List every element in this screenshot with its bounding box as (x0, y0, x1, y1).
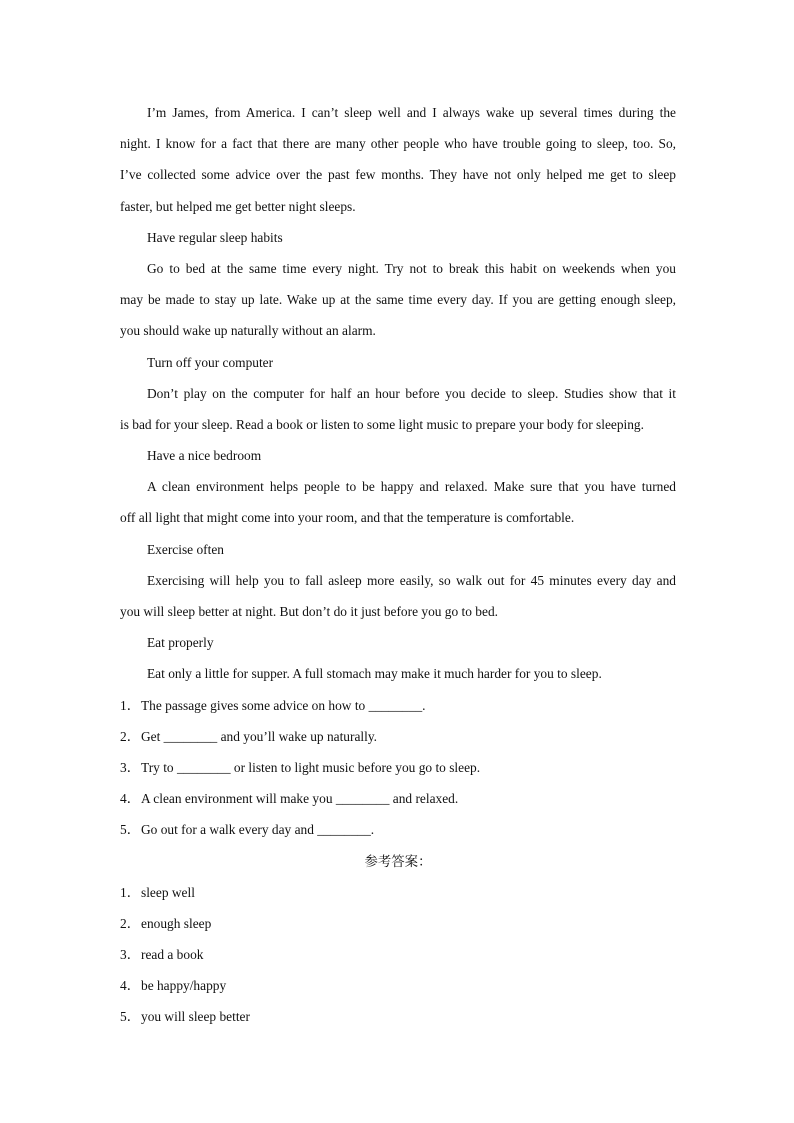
answer-item (120, 970, 676, 1001)
answer-number: 1． (120, 884, 141, 900)
answer-text: read a book (141, 947, 204, 963)
section-sleep-habits (120, 222, 676, 347)
question-number: 5． (120, 822, 141, 838)
question-text: A clean environment will make you ________ and relaxed. (141, 791, 459, 807)
answer-number: 4． (120, 978, 141, 994)
section-line: A clean environment helps people to be happy and relaxed. Make sure that you have turned (147, 479, 676, 495)
intro-line-4: faster, but helped me get better night sleeps. (120, 198, 356, 214)
section-line: Go to bed at the same time every night. Try not to break this habit on weekends when you (147, 260, 676, 276)
section-heading: Have regular sleep habits (147, 229, 283, 245)
question-list (120, 690, 676, 846)
section-computer (120, 347, 676, 441)
section-line: you should wake up naturally without an alarm. (120, 323, 376, 339)
section-line: is bad for your sleep. Read a book or listen to some light music to prepare your body for sleeping. (120, 416, 644, 432)
intro-paragraph (120, 97, 676, 222)
question-item (120, 690, 676, 721)
question-number: 3． (120, 759, 141, 775)
answer-text: you will sleep better (141, 1009, 250, 1025)
answer-item (120, 908, 676, 939)
intro-line-1: I’m James, from America. I can’t sleep well and I always wake up several times during the (147, 105, 676, 120)
section-heading: Have a nice bedroom (147, 448, 262, 464)
section-line: Don’t play on the computer for half an hour before you decide to sleep. Studies show that it (147, 385, 676, 401)
answers-title: 参考答案： (364, 853, 432, 869)
intro-line-2: night. I know for a fact that there are many other people who have trouble going to sleep, too. So, (120, 136, 676, 152)
answer-item (120, 939, 676, 970)
answer-number: 2． (120, 915, 141, 931)
question-item (120, 783, 676, 814)
question-item (120, 752, 676, 783)
answer-text: sleep well (141, 884, 195, 900)
answer-list (120, 877, 676, 1033)
document-page (120, 97, 676, 1033)
section-eat (120, 627, 676, 689)
question-text: Get ________ and you’ll wake up naturally. (141, 728, 378, 744)
question-text: Go out for a walk every day and ________. (141, 822, 375, 838)
section-heading: Turn off your computer (147, 354, 274, 370)
answer-item (120, 1001, 676, 1032)
question-text: The passage gives some advice on how to ________. (141, 697, 426, 713)
section-line: off all light that might come into your room, and that the temperature is comfortable. (120, 510, 575, 526)
section-line: Eat only a little for supper. A full stomach may make it much harder for you to sleep. (147, 666, 602, 682)
question-number: 1． (120, 697, 141, 713)
section-bedroom (120, 440, 676, 534)
question-number: 4． (120, 791, 141, 807)
question-text: Try to ________ or listen to light music before you go to sleep. (141, 759, 481, 775)
question-item (120, 814, 676, 845)
answer-item (120, 877, 676, 908)
section-exercise (120, 534, 676, 628)
section-heading: Exercise often (147, 541, 224, 557)
question-item (120, 721, 676, 752)
answer-text: enough sleep (141, 915, 212, 931)
answer-text: be happy/happy (141, 978, 227, 994)
section-heading: Eat properly (147, 635, 214, 651)
section-line: may be made to stay up late. Wake up at the same time every day. If you are getting enough sleep, (120, 292, 676, 308)
intro-line-3: I’ve collected some advice over the past few months. They have not only helped me get to sleep (120, 167, 676, 183)
section-line: Exercising will help you to fall asleep more easily, so walk out for 45 minutes every day and (147, 572, 676, 588)
answer-number: 5． (120, 1009, 141, 1025)
question-number: 2． (120, 728, 141, 744)
answer-number: 3． (120, 947, 141, 963)
section-line: you will sleep better at night. But don’t do it just before you go to bed. (120, 604, 498, 619)
